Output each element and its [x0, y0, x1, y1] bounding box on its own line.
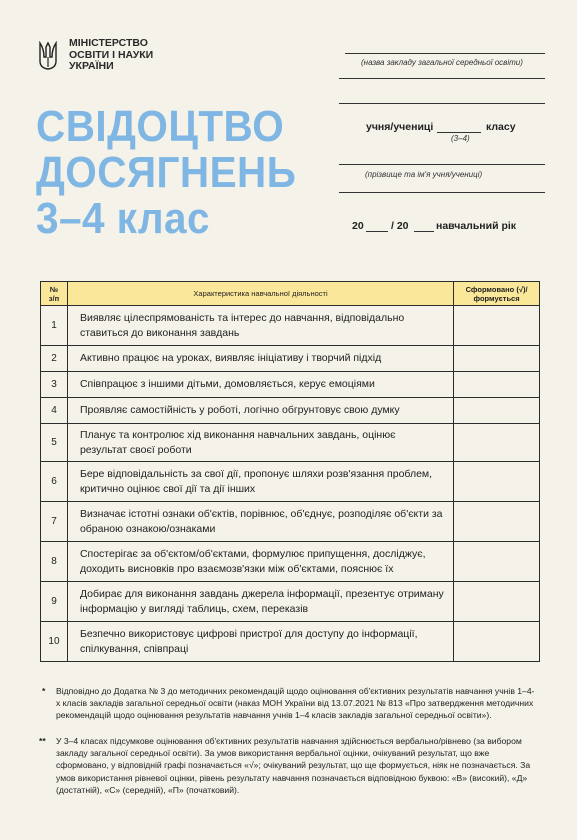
row-check-cell[interactable] [454, 372, 540, 398]
row-number: 6 [41, 462, 68, 502]
table-row [41, 306, 540, 346]
row-description: Проявляє самостійність у роботі, логічно обгрунтовує свою думку [67, 398, 453, 424]
table-row [41, 462, 540, 502]
ministry-name [69, 38, 153, 73]
row-check-cell[interactable] [454, 542, 540, 582]
footnote-2 [39, 735, 536, 796]
row-check-cell[interactable] [454, 502, 540, 542]
row-check-cell[interactable] [454, 424, 540, 462]
row-number: 5 [41, 424, 68, 462]
pupil-name-line [339, 164, 545, 165]
row-check-cell[interactable] [454, 306, 540, 346]
table-row [41, 582, 540, 622]
ministry-line: МІНІСТЕРСТВО [69, 37, 148, 49]
pupil-label: учня/учениці [366, 121, 434, 133]
title-line: СВІДОЦТВО [36, 102, 285, 151]
row-check-cell[interactable] [454, 346, 540, 372]
row-description: Добирає для виконання завдань джерела інформації, презентує отриману інформацію у вигляді таблиць, схем, переказів [67, 582, 453, 622]
year-label: навчальний рік [436, 220, 517, 232]
school-name-line-2 [339, 78, 545, 79]
class-label: класу [486, 121, 516, 133]
row-check-cell[interactable] [454, 398, 540, 424]
row-description: Активно працює на уроках, виявляє ініціативу і творчий підхід [67, 346, 453, 372]
school-name-line-3 [339, 103, 545, 104]
year-start-line [366, 231, 388, 232]
table-row [41, 372, 540, 398]
row-check-cell[interactable] [454, 622, 540, 662]
school-name-caption: (назва закладу загальної середньої освіти) [361, 58, 523, 67]
footnote-mark: * [42, 686, 46, 696]
table-row [41, 502, 540, 542]
trident-emblem-icon [38, 41, 58, 71]
table-row [41, 542, 540, 582]
year-prefix: 20 [352, 220, 364, 232]
row-description: Спостерігає за об'єктом/об'єктами, формулює припущення, досліджує, доходить висновків про взаємозв'язки між об'єктами, пояснює їх [67, 542, 453, 582]
class-number-line [437, 132, 481, 133]
row-description: Бере відповідальність за свої дії, пропонує шляхи розв'язання проблем, критично оцінює свої дії та дії інших [67, 462, 453, 502]
pupil-name-caption: (прізвище та ім'я учня/учениці) [365, 170, 483, 179]
footnote-text: У 3–4 класах підсумкове оцінювання об'єктивних результатів навчання здійснюється вербально/рівнево (за вибором закладу загальної середньої освіти). За умов використання вербальної оцінки, очікуваний результат, що вже сформовано, у відповідній графі позначається «√»; очікуваний результат, що ще формується, ніяк не позначається. За умов використання рівневої оцінки, рівень результату навчання позначається відповідною буквою: «В» (високий), «Д» (достатній), «С» (середній), «П» (початковий). [56, 736, 531, 795]
row-description: Безпечно використовує цифрові пристрої для доступу до інформації, спілкування, співпраці [67, 622, 453, 662]
table-row [41, 424, 540, 462]
title-line: ДОСЯГНЕНЬ [36, 148, 297, 197]
row-description: Планує та контролює хід виконання навчальних завдань, оцінює результат своєї роботи [67, 424, 453, 462]
row-description: Співпрацює з іншими дітьми, домовляється, керує емоціями [67, 372, 453, 398]
row-number: 10 [41, 622, 68, 662]
class-caption: (3–4) [451, 134, 470, 143]
col-num-header: № з/п [41, 282, 68, 306]
row-description: Визначає істотні ознаки об'єктів, порівнює, об'єднує, розподіляє об'єкти за обраною ознакою/ознаками [67, 502, 453, 542]
row-description: Виявляє цілеспрямованість та інтерес до навчання, відповідально ставиться до виконання завдань [67, 306, 453, 346]
table-row [41, 622, 540, 662]
col-check-header: Сформовано (√)/ формується [454, 282, 540, 306]
document-title [36, 104, 296, 242]
row-number: 2 [41, 346, 68, 372]
pupil-name-line-2 [339, 192, 545, 193]
row-number: 3 [41, 372, 68, 398]
table-row [41, 398, 540, 424]
row-check-cell[interactable] [454, 582, 540, 622]
achievements-table [40, 281, 540, 662]
table-header-row [41, 282, 540, 306]
school-name-line [345, 53, 545, 54]
footnote-1 [42, 685, 536, 722]
row-number: 7 [41, 502, 68, 542]
row-number: 4 [41, 398, 68, 424]
title-line: 3–4 клас [36, 194, 210, 243]
ministry-line: ОСВІТИ І НАУКИ [69, 48, 154, 61]
ministry-line: УКРАЇНИ [69, 60, 114, 72]
footnote-mark: ** [39, 736, 46, 746]
row-check-cell[interactable] [454, 462, 540, 502]
row-number: 1 [41, 306, 68, 346]
year-end-line [414, 231, 434, 232]
row-number: 9 [41, 582, 68, 622]
table-row [41, 346, 540, 372]
footnote-text: Відповідно до Додатка № 3 до методичних рекомендацій щодо оцінювання об'єктивних результатів навчання учнів 1–4-х класів закладів загальної середньої освіти (наказ МОН України від 13.07.2021 № 813 «Про затвердження методичних рекомендацій щодо оцінювання результатів навчання учнів 1–4 класів закладів загальної середньої освіти»). [56, 686, 535, 721]
col-desc-header: Характеристика навчальної діяльності [67, 282, 453, 306]
year-slash: / 20 [391, 220, 409, 232]
row-number: 8 [41, 542, 68, 582]
